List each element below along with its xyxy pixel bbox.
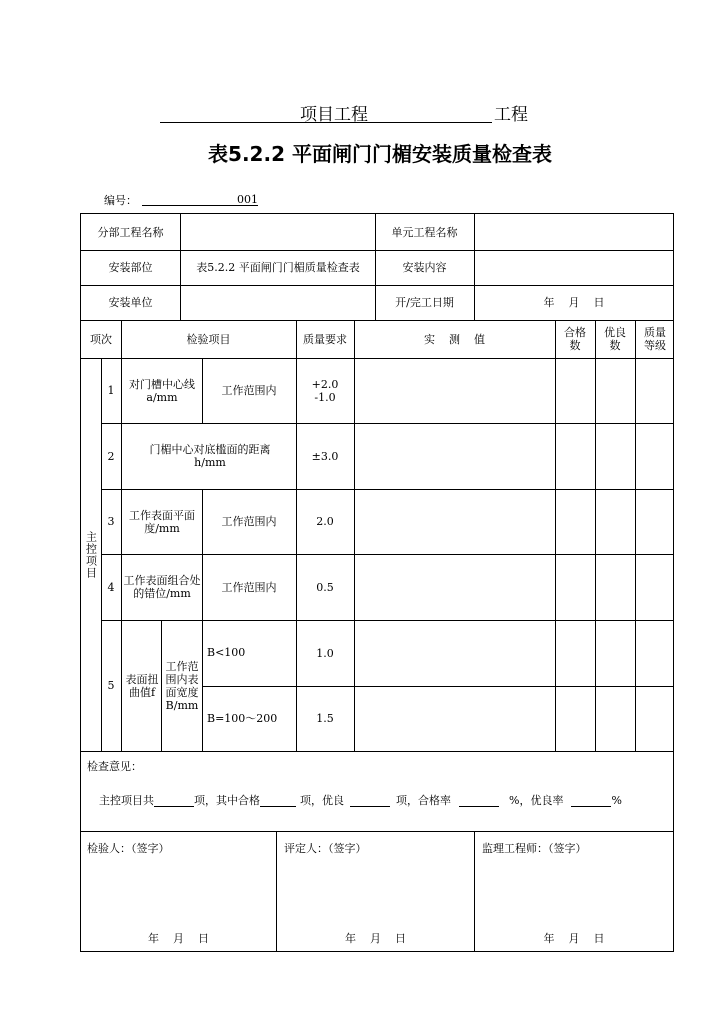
row4-name: 工作表面组合处的错位/mm [123,574,201,600]
dept-project-value[interactable] [181,214,375,250]
opinion-excellent-text: 项，优良 [300,793,344,807]
col-check-item: 检验项目 [186,332,231,346]
row4-no: 4 [107,580,115,594]
dept-project-label: 分部工程名称 [97,225,164,239]
assessor-date: 年 月 日 [345,931,406,945]
row5-cond2: B=100～200 [207,712,278,725]
opinion-label: 检查意见： [87,759,142,773]
col-divider [121,358,122,751]
opinion-rate-text: 项，合格率 [396,793,451,807]
project-title [160,100,540,124]
assessor-label: 评定人：（签字） [284,841,367,855]
unit-project-value[interactable] [475,214,673,250]
date-value[interactable]: 年 月 日 [543,296,605,309]
opinion-qualified-text: 项，其中合格 [194,793,260,807]
project-blank-line [368,100,492,123]
date-label: 开/完工日期 [395,296,454,309]
row1-name: 对门槽中心线a/mm [129,377,195,404]
row3-req: 2.0 [316,515,334,528]
main-items-label [81,358,101,751]
project-suffix: 项目工程 [300,105,368,125]
install-content-label: 安装内容 [402,261,447,274]
row5-req2: 1.5 [316,712,334,725]
opinion-qualified-blank[interactable] [260,794,296,807]
install-unit-value[interactable] [181,285,375,320]
row2-req: ±3.0 [311,449,339,463]
col-divider [635,320,636,751]
unit-project-label: 单元工程名称 [391,225,458,239]
col-item-no: 项次 [90,332,112,346]
opinion-excellent-rate-blank[interactable] [571,794,611,807]
row1-sub: 工作范围内 [221,384,277,397]
row5-req1: 1.0 [316,646,334,660]
row5-sub: 工作范围内表面宽度B/mm [165,659,199,712]
opinion-total-blank[interactable] [154,794,194,807]
col-quality-req: 质量要求 [303,332,347,346]
table-title: 表5.2.2 平面闸门门楣安装质量检查表 [208,142,552,166]
serial-value: 001 [142,193,258,206]
row5-no: 5 [107,679,115,692]
opinion-line [99,791,669,809]
row1-no: 1 [107,384,115,397]
opinion-total-text: 主控项目共 [99,793,154,807]
row-divider [81,751,673,752]
col-excellent: 优良数 [604,326,626,352]
project-name-line [160,100,368,123]
supervisor-date: 年 月 日 [543,931,605,945]
row5-cond1: B<100 [207,646,246,659]
install-part-label: 安装部位 [108,261,153,274]
col-divider [354,320,355,751]
row-divider [81,831,673,832]
supervisor-label: 监理工程师：（签字） [482,841,587,855]
inspector-date: 年 月 日 [148,931,209,945]
row3-name: 工作表面平面度/mm [129,508,195,535]
install-unit-label: 安装单位 [108,296,153,309]
project-tail: 工程 [494,105,528,125]
row2-name: 门楣中心对底槛面的距离h/mm [149,443,271,469]
opinion-excellent-rate-text: %，优良率 [509,793,564,807]
install-content-value[interactable] [475,250,673,285]
opinion-percent: % [611,793,622,807]
col-measured: 实 测 值 [424,332,485,346]
install-part-value[interactable]: 表5.2.2 平面闸门门楣质量检查表 [196,261,360,274]
row4-sub: 工作范围内 [221,580,277,594]
col-qualified: 合格数 [564,326,586,352]
row4-req: 0.5 [316,580,334,594]
row1-req: +2.0 -1.0 [311,377,339,404]
col-divider [595,320,596,751]
main-items-label-text: 主控项目 [84,530,98,579]
row5-name: 表面扭曲值f [125,672,159,699]
row3-no: 3 [107,515,115,528]
serial-label: 编号： [104,194,137,207]
col-divider [555,320,556,751]
row2-no: 2 [107,449,115,463]
inspection-table [80,213,674,952]
opinion-rate-blank[interactable] [459,794,499,807]
inspector-label: 检验人：（签字） [87,841,170,855]
col-grade: 质量等级 [644,326,666,352]
opinion-excellent-blank[interactable] [350,794,390,807]
row3-sub: 工作范围内 [221,515,277,528]
